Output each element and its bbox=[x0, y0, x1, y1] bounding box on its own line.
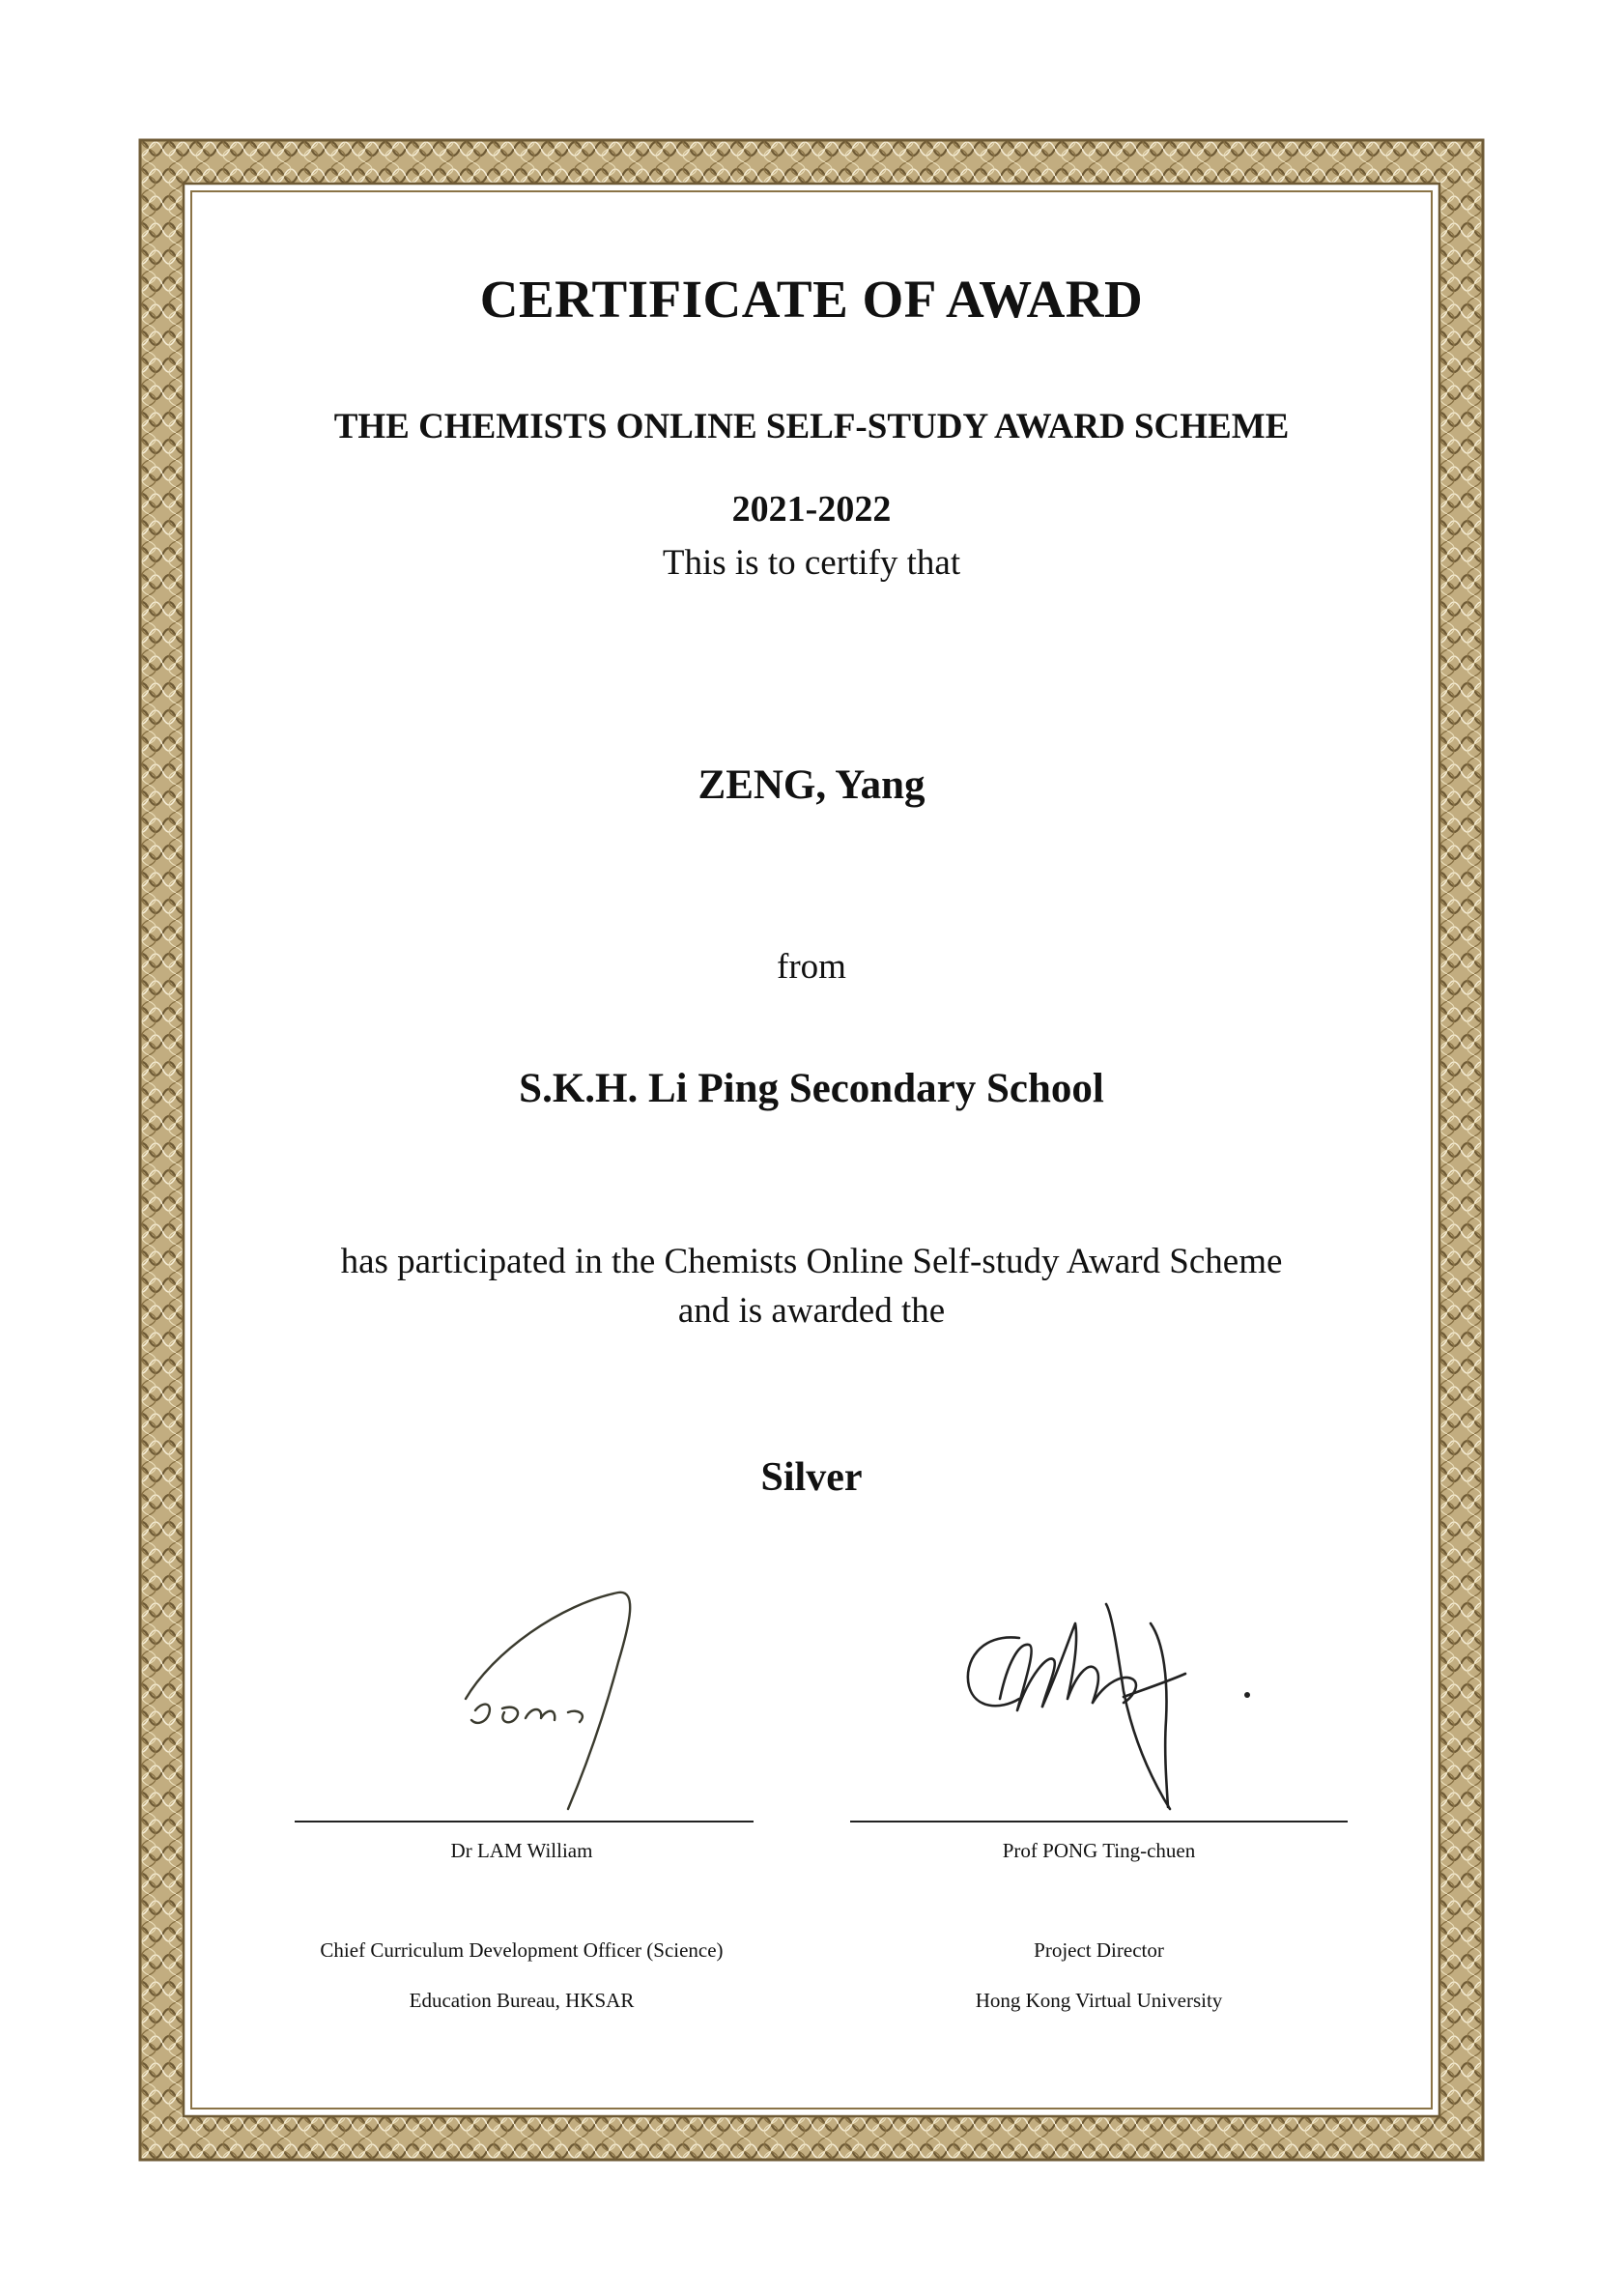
signatory-title-right: Project Director bbox=[1034, 1938, 1164, 1962]
signatory-name-left: Dr LAM William bbox=[450, 1839, 593, 1862]
awarded-text: and is awarded the bbox=[677, 1291, 946, 1331]
certify-text: This is to certify that bbox=[662, 543, 961, 583]
signatory-title-left: Chief Curriculum Development Officer (Science) bbox=[320, 1938, 724, 1962]
school-name: S.K.H. Li Ping Secondary School bbox=[519, 1066, 1104, 1111]
signature-line-left bbox=[295, 1821, 754, 1822]
from-text: from bbox=[777, 947, 846, 987]
signatory-org-right: Hong Kong Virtual University bbox=[975, 1989, 1223, 2012]
academic-year: 2021-2022 bbox=[731, 489, 892, 530]
signature-line-right bbox=[850, 1821, 1348, 1822]
recipient-name: ZENG, Yang bbox=[698, 762, 925, 808]
scheme-name: THE CHEMISTS ONLINE SELF-STUDY AWARD SCHEME bbox=[333, 407, 1290, 446]
certificate-title: CERTIFICATE OF AWARD bbox=[479, 270, 1144, 329]
signature-left bbox=[454, 1585, 647, 1817]
signatory-org-left: Education Bureau, HKSAR bbox=[409, 1989, 635, 2012]
signature-right bbox=[961, 1585, 1280, 1817]
award-level: Silver bbox=[760, 1455, 863, 1500]
signatory-name-right: Prof PONG Ting-chuen bbox=[1002, 1839, 1196, 1862]
participation-text: has participated in the Chemists Online Self-study Award Scheme bbox=[340, 1242, 1283, 1281]
